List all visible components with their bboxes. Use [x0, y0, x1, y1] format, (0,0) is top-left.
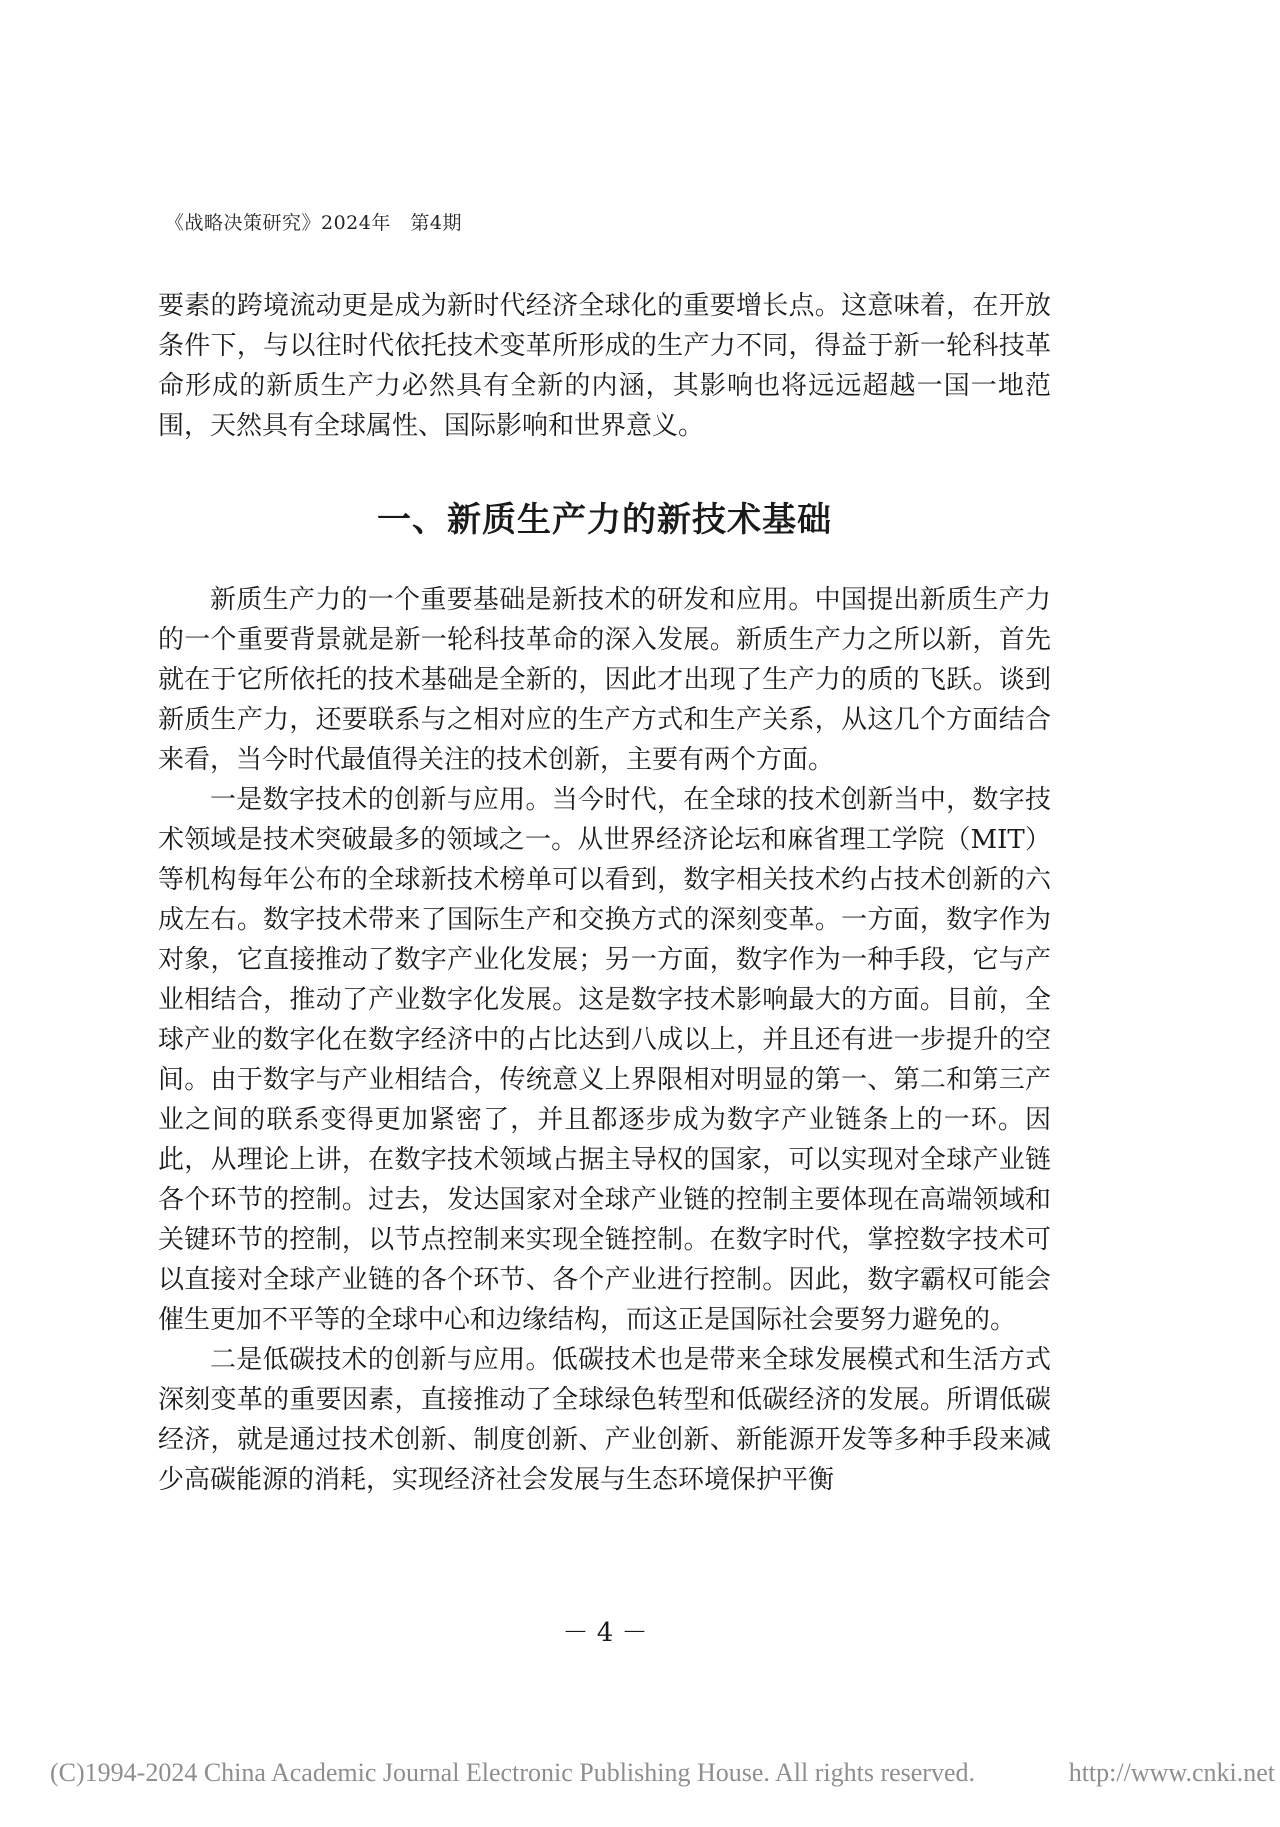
intro-text — [158, 286, 1051, 446]
copyright-text: (C)1994-2024 China Academic Journal Electronic Publishing House. All rights reserved. — [50, 1758, 975, 1787]
page-number: － 4 － — [562, 1618, 648, 1648]
copyright-notice — [50, 1758, 1275, 1788]
section-body — [158, 580, 1051, 1500]
paragraph-2: 一是数字技术的创新与应用。当今时代，在全球的技术创新当中，数字技术领域是技术突破最多的领域之一。从世界经济论坛和麻省理工学院（MIT）等机构每年公布的全球新技术榜单可以看到，数字相关技术约占技术创新的六成左右。数字技术带来了国际生产和交换方式的深刻变革。一方面，数字作为对象，它直接推动了数字产业化发展；另一方面，数字作为一种手段，它与产业相结合，推动了产业数字化发展。这是数字技术影响最大的方面。目前，全球产业的数字化在数字经济中的占比达到八成以上，并且还有进一步提升的空间。由于数字与产业相结合，传统意义上界限相对明显的第一、第二和第三产业之间的联系变得更加紧密了，并且都逐步成为数字产业链条上的一环。因此，从理论上讲，在数字技术领域占据主导权的国家，可以实现对全球产业链各个环节的控制。过去，发达国家对全球产业链的控制主要体现在高端领域和关键环节的控制，以节点控制来实现全链控制。在数字时代，掌控数字技术可以直接对全球产业链的各个环节、各个产业进行控制。因此，数字霸权可能会催生更加不平等的全球中心和边缘结构，而这正是国际社会要努力避免的。 — [158, 785, 1051, 1335]
section-title: 一、新质生产力的新技术基础 — [377, 500, 832, 540]
intro-paragraph: 要素的跨境流动更是成为新时代经济全球化的重要增长点。这意味着，在开放条件下，与以往时代依托技术变革所形成的生产力不同，得益于新一轮科技革命形成的新质生产力必然具有全新的内涵，其影响也将远远超越一国一地范围，天然具有全球属性、国际影响和世界意义。 — [158, 291, 1051, 441]
cnki-url[interactable]: http://www.cnki.net — [1068, 1758, 1275, 1787]
journal-header: 《战略决策研究》2024年 第4期 — [165, 212, 462, 234]
paragraph-3: 二是低碳技术的创新与应用。低碳技术也是带来全球发展模式和生活方式深刻变革的重要因素，直接推动了全球绿色转型和低碳经济的发展。所谓低碳经济，就是通过技术创新、制度创新、产业创新、新能源开发等多种手段来减少高碳能源的消耗，实现经济社会发展与生态环境保护平衡 — [158, 1345, 1051, 1495]
paragraph-1: 新质生产力的一个重要基础是新技术的研发和应用。中国提出新质生产力的一个重要背景就是新一轮科技革命的深入发展。新质生产力之所以新，首先就在于它所依托的技术基础是全新的，因此才出现了生产力的质的飞跃。谈到新质生产力，还要联系与之相对应的生产方式和生产关系，从这几个方面结合来看，当今时代最值得关注的技术创新，主要有两个方面。 — [158, 585, 1051, 775]
